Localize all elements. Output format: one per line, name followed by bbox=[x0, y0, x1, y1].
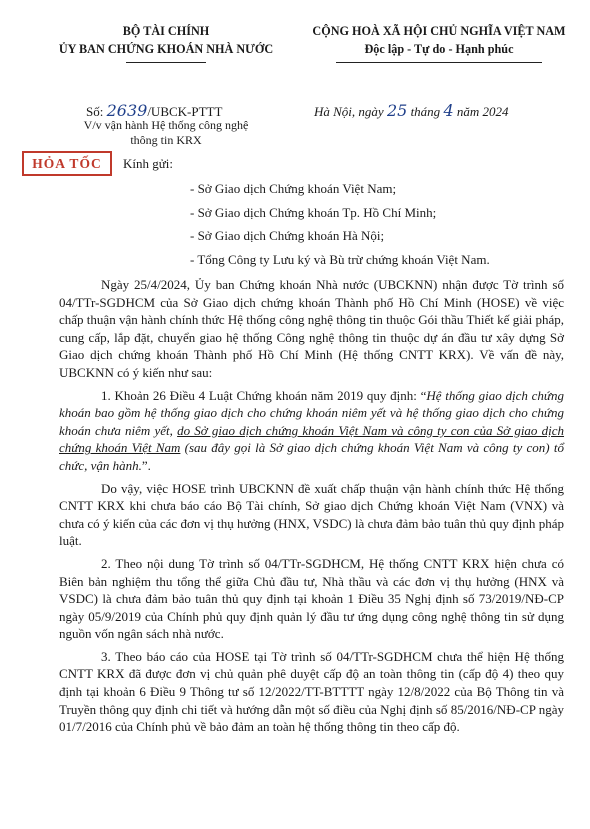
doc-number-prefix: Số: bbox=[86, 104, 107, 119]
date-prefix: Hà Nội, ngày bbox=[314, 104, 387, 119]
point-1-quote-end: (sau đây gọi là Sở giao dịch chứng khoán Việt Nam và công ty con) tổ chức, vận hành. bbox=[59, 440, 564, 473]
subject-line bbox=[44, 118, 288, 148]
issuer-underline bbox=[126, 62, 206, 63]
paragraph-point-1 bbox=[59, 387, 564, 475]
point-1-quote-underlined: do Sở giao dịch chứng khoán Việt Nam và công ty con của Sở giao dịch chứng khoán Việt Nam bbox=[59, 422, 565, 456]
country-name: CỘNG HOÀ XÃ HỘI CHỦ NGHĨA VIỆT NAM bbox=[312, 24, 566, 38]
point-1-lead: 1. Khoản 26 Điều 4 Luật Chứng khoán năm 2019 quy định: “ bbox=[101, 387, 427, 403]
year-label: năm 2024 bbox=[453, 104, 509, 119]
doc-number-suffix: /UBCK-PTTT bbox=[147, 104, 223, 119]
national-motto-block bbox=[300, 22, 578, 58]
handwritten-number: 2639 bbox=[106, 101, 148, 120]
motto: Độc lập - Tự do - Hạnh phúc bbox=[364, 42, 514, 56]
motto-underline bbox=[336, 62, 542, 63]
handwritten-day: 25 bbox=[386, 101, 408, 120]
salutation: Kính gửi: bbox=[123, 156, 174, 171]
urgent-stamp: HỎA TỐC bbox=[22, 151, 112, 176]
point-1-close: ”. bbox=[141, 457, 151, 473]
paragraph-point-2: 2. Theo nội dung Tờ trình số 04/TTr-SGDHCM, Hệ thống CNTT KRX hiện chưa có Biên bản nghiệm thu tổng thể giữa Chủ đầu tư, Nhà thầu và các đơn vị thụ hưởng (HNX và VSDC) là chưa đảm bảo tuân thủ quy định tại khoản 1 Điều 35 Nghị định số 73/2019/NĐ-CP ngày 05/9/2019 của Chính phủ quy định quản lý đầu tư ứng dụng công nghệ thông tin sử dụng nguồn vốn ngân sách nhà nước. bbox=[59, 555, 564, 642]
recipient-item: - Sở Giao dịch Chứng khoán Tp. Hồ Chí Minh; bbox=[190, 204, 437, 220]
recipient-list bbox=[190, 181, 490, 275]
subject-line-2: thông tin KRX bbox=[130, 133, 202, 147]
handwritten-month: 4 bbox=[443, 101, 454, 120]
paragraph-conclusion-1: Do vậy, việc HOSE trình UBCKNN đề xuất chấp thuận vận hành chính thức Hệ thống CNTT KRX khi chưa báo cáo Bộ Tài chính, Sở giao dịch Chứng khoán Việt Nam (VNX) và chưa có ý kiến của các đơn vị thụ hưởng (HNX, VSDC) là chưa đảm bảo tuân thủ quy định pháp luật. bbox=[59, 480, 564, 549]
point-1-quote: Hệ thống giao dịch chứng khoán bao gồm hệ thống giao dịch cho chứng khoán niêm yết và hệ thống giao dịch cho chứng khoán chưa niêm yết, bbox=[59, 387, 564, 438]
recipient-item: - Tổng Công ty Lưu ký và Bù trừ chứng khoán Việt Nam. bbox=[190, 251, 490, 267]
ministry-name: BỘ TÀI CHÍNH bbox=[122, 24, 210, 38]
recipient-item: - Sở Giao dịch Chứng khoán Hà Nội; bbox=[190, 228, 385, 243]
date-place bbox=[314, 101, 509, 120]
month-label: tháng bbox=[407, 104, 444, 119]
agency-name: ỦY BAN CHỨNG KHOÁN NHÀ NƯỚC bbox=[58, 42, 274, 56]
recipient-item: - Sở Giao dịch Chứng khoán Việt Nam; bbox=[190, 181, 397, 196]
letter-body bbox=[59, 276, 564, 741]
subject-line-1: V/v vận hành Hệ thống công nghệ bbox=[83, 118, 249, 132]
paragraph-intro: Ngày 25/4/2024, Ủy ban Chứng khoán Nhà nước (UBCKNN) nhận được Tờ trình số 04/TTr-SGDHCM của Sở Giao dịch chứng khoán Thành phố Hồ Chí Minh (HOSE) về việc chấp thuận vận hành chính thức Hệ thống công nghệ thông tin thuộc Gói thầu Thiết kế giải pháp, cung cấp, lắp đặt, chuyển giao hệ thống Công nghệ thông tin thuộc dự án đầu tư xây dựng Sở Giao dịch chứng khoán Thành phố Hồ Chí Minh (Hệ thống CNTT KRX). Về vấn đề này, UBCKNN có ý kiến như sau: bbox=[59, 277, 564, 380]
paragraph-point-3: 3. Theo báo cáo của HOSE tại Tờ trình số 04/TTr-SGDHCM chưa thể hiện Hệ thống CNTT KRX đã được đơn vị chủ quản phê duyệt cấp độ an toàn thông tin (cấp độ 4) theo quy định tại khoản 6 Điều 9 Thông tư số 12/2022/TT-BTTTT ngày 12/8/2022 của Bộ Thông tin và Truyền thông quy định chi tiết và hướng dẫn một số điều của Nghị định số 85/2016/NĐ-CP ngày 01/7/2016 của Chính phủ về bảo đảm an toàn hệ thống thông tin theo cấp độ. bbox=[59, 648, 564, 735]
issuer-block bbox=[44, 22, 288, 58]
